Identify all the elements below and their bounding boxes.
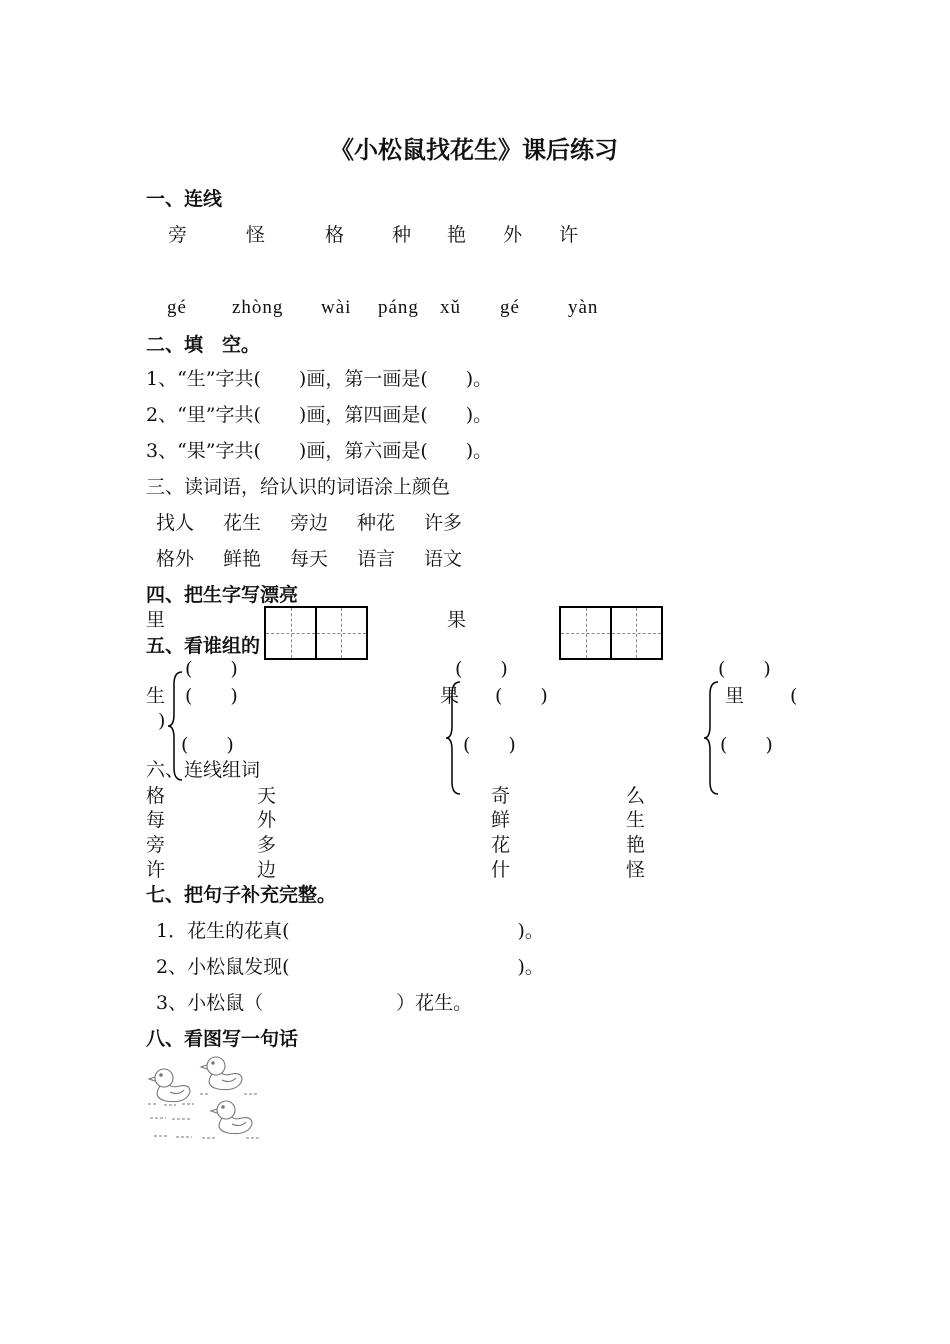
word-item: 语言 [357,548,396,570]
match-char: 每 [146,809,166,831]
brace-li [704,680,720,796]
writing-grid-guo[interactable] [559,606,663,660]
match-char: 艳 [626,834,646,856]
ducks-picture [146,1052,266,1146]
fill-blank-line: 1、“生”字共( )画，第一画是( )。 [146,368,493,390]
group-char-sheng: 生 [146,685,166,707]
paren-blank: ( ) [185,685,238,707]
s1-pinyin: xǔ [440,297,461,318]
group-char-li: 里 [725,685,745,707]
fill-blank-line: 3、“果”字共( )画，第六画是( )。 [146,440,493,462]
s1-pinyin: yàn [568,297,599,318]
s1-char: 许 [559,224,579,246]
match-char: 奇 [491,785,511,807]
word-item: 语文 [424,548,463,570]
s1-char: 种 [392,224,412,246]
match-char: 花 [491,834,511,856]
section-3-heading: 三、读词语，给认识的词语涂上颜色 [146,476,451,498]
word-item: 鲜艳 [223,548,262,570]
match-char: 么 [626,785,646,807]
s1-pinyin: páng [378,297,419,318]
s1-char: 旁 [168,224,188,246]
s1-pinyin: gé [167,297,187,318]
s1-pinyin: wài [321,297,352,318]
match-char: 天 [257,785,277,807]
group-char-guo: 果 [440,685,460,707]
sentence-line: 2、小松鼠发现( )。 [156,956,544,978]
section-7-heading: 七、把句子补充完整。 [146,884,337,906]
brace-guo [446,680,462,796]
practice-char-guo: 果 [447,609,467,631]
stray-paren: ( [790,685,798,707]
section-2-heading: 二、填 空。 [146,334,261,356]
match-char: 多 [257,834,277,856]
match-char: 鲜 [491,809,511,831]
practice-char-li: 里 [146,609,166,631]
s1-char: 怪 [246,224,266,246]
word-item: 格外 [156,548,195,570]
match-char: 生 [626,809,646,831]
word-item: 许多 [424,512,463,534]
match-char: 边 [257,859,277,881]
word-item: 每天 [290,548,329,570]
match-char: 怪 [626,859,646,881]
paren-blank: ( ) [181,734,234,756]
word-item: 花生 [223,512,262,534]
word-item: 旁边 [290,512,329,534]
section-5-heading: 五、看谁组的 [146,635,261,657]
writing-grid-li[interactable] [264,606,368,660]
match-char: 什 [491,859,511,881]
paren-blank: ( ) [463,734,516,756]
match-char: 格 [146,785,166,807]
match-char: 旁 [146,834,166,856]
stray-paren: ) [158,710,166,732]
section-4-heading: 四、把生字写漂亮 [146,584,299,606]
section-8-heading: 八、看图写一句话 [146,1028,299,1050]
s1-char: 格 [325,224,345,246]
fill-blank-line: 2、“里”字共( )画，第四画是( )。 [146,404,493,426]
paren-blank: ( ) [718,658,771,680]
section-1-heading: 一、连线 [146,188,223,210]
match-char: 外 [257,809,277,831]
paren-blank: ( ) [185,658,238,680]
paren-blank: ( ) [495,685,548,707]
page-title: 《小松鼠找花生》课后练习 [330,135,618,164]
sentence-line: 1．花生的花真( )。 [156,920,544,942]
s1-char: 艳 [447,224,467,246]
word-item: 种花 [357,512,396,534]
s1-char: 外 [503,224,523,246]
paren-blank: ( ) [455,658,508,680]
s1-pinyin: gé [500,297,520,318]
match-char: 许 [146,859,166,881]
section-6-heading: 六、连线组词 [146,759,261,781]
paren-blank: ( ) [720,734,773,756]
sentence-line: 3、小松鼠（ ）花生。 [156,992,473,1014]
word-item: 找人 [156,512,195,534]
s1-pinyin: zhòng [232,297,284,318]
